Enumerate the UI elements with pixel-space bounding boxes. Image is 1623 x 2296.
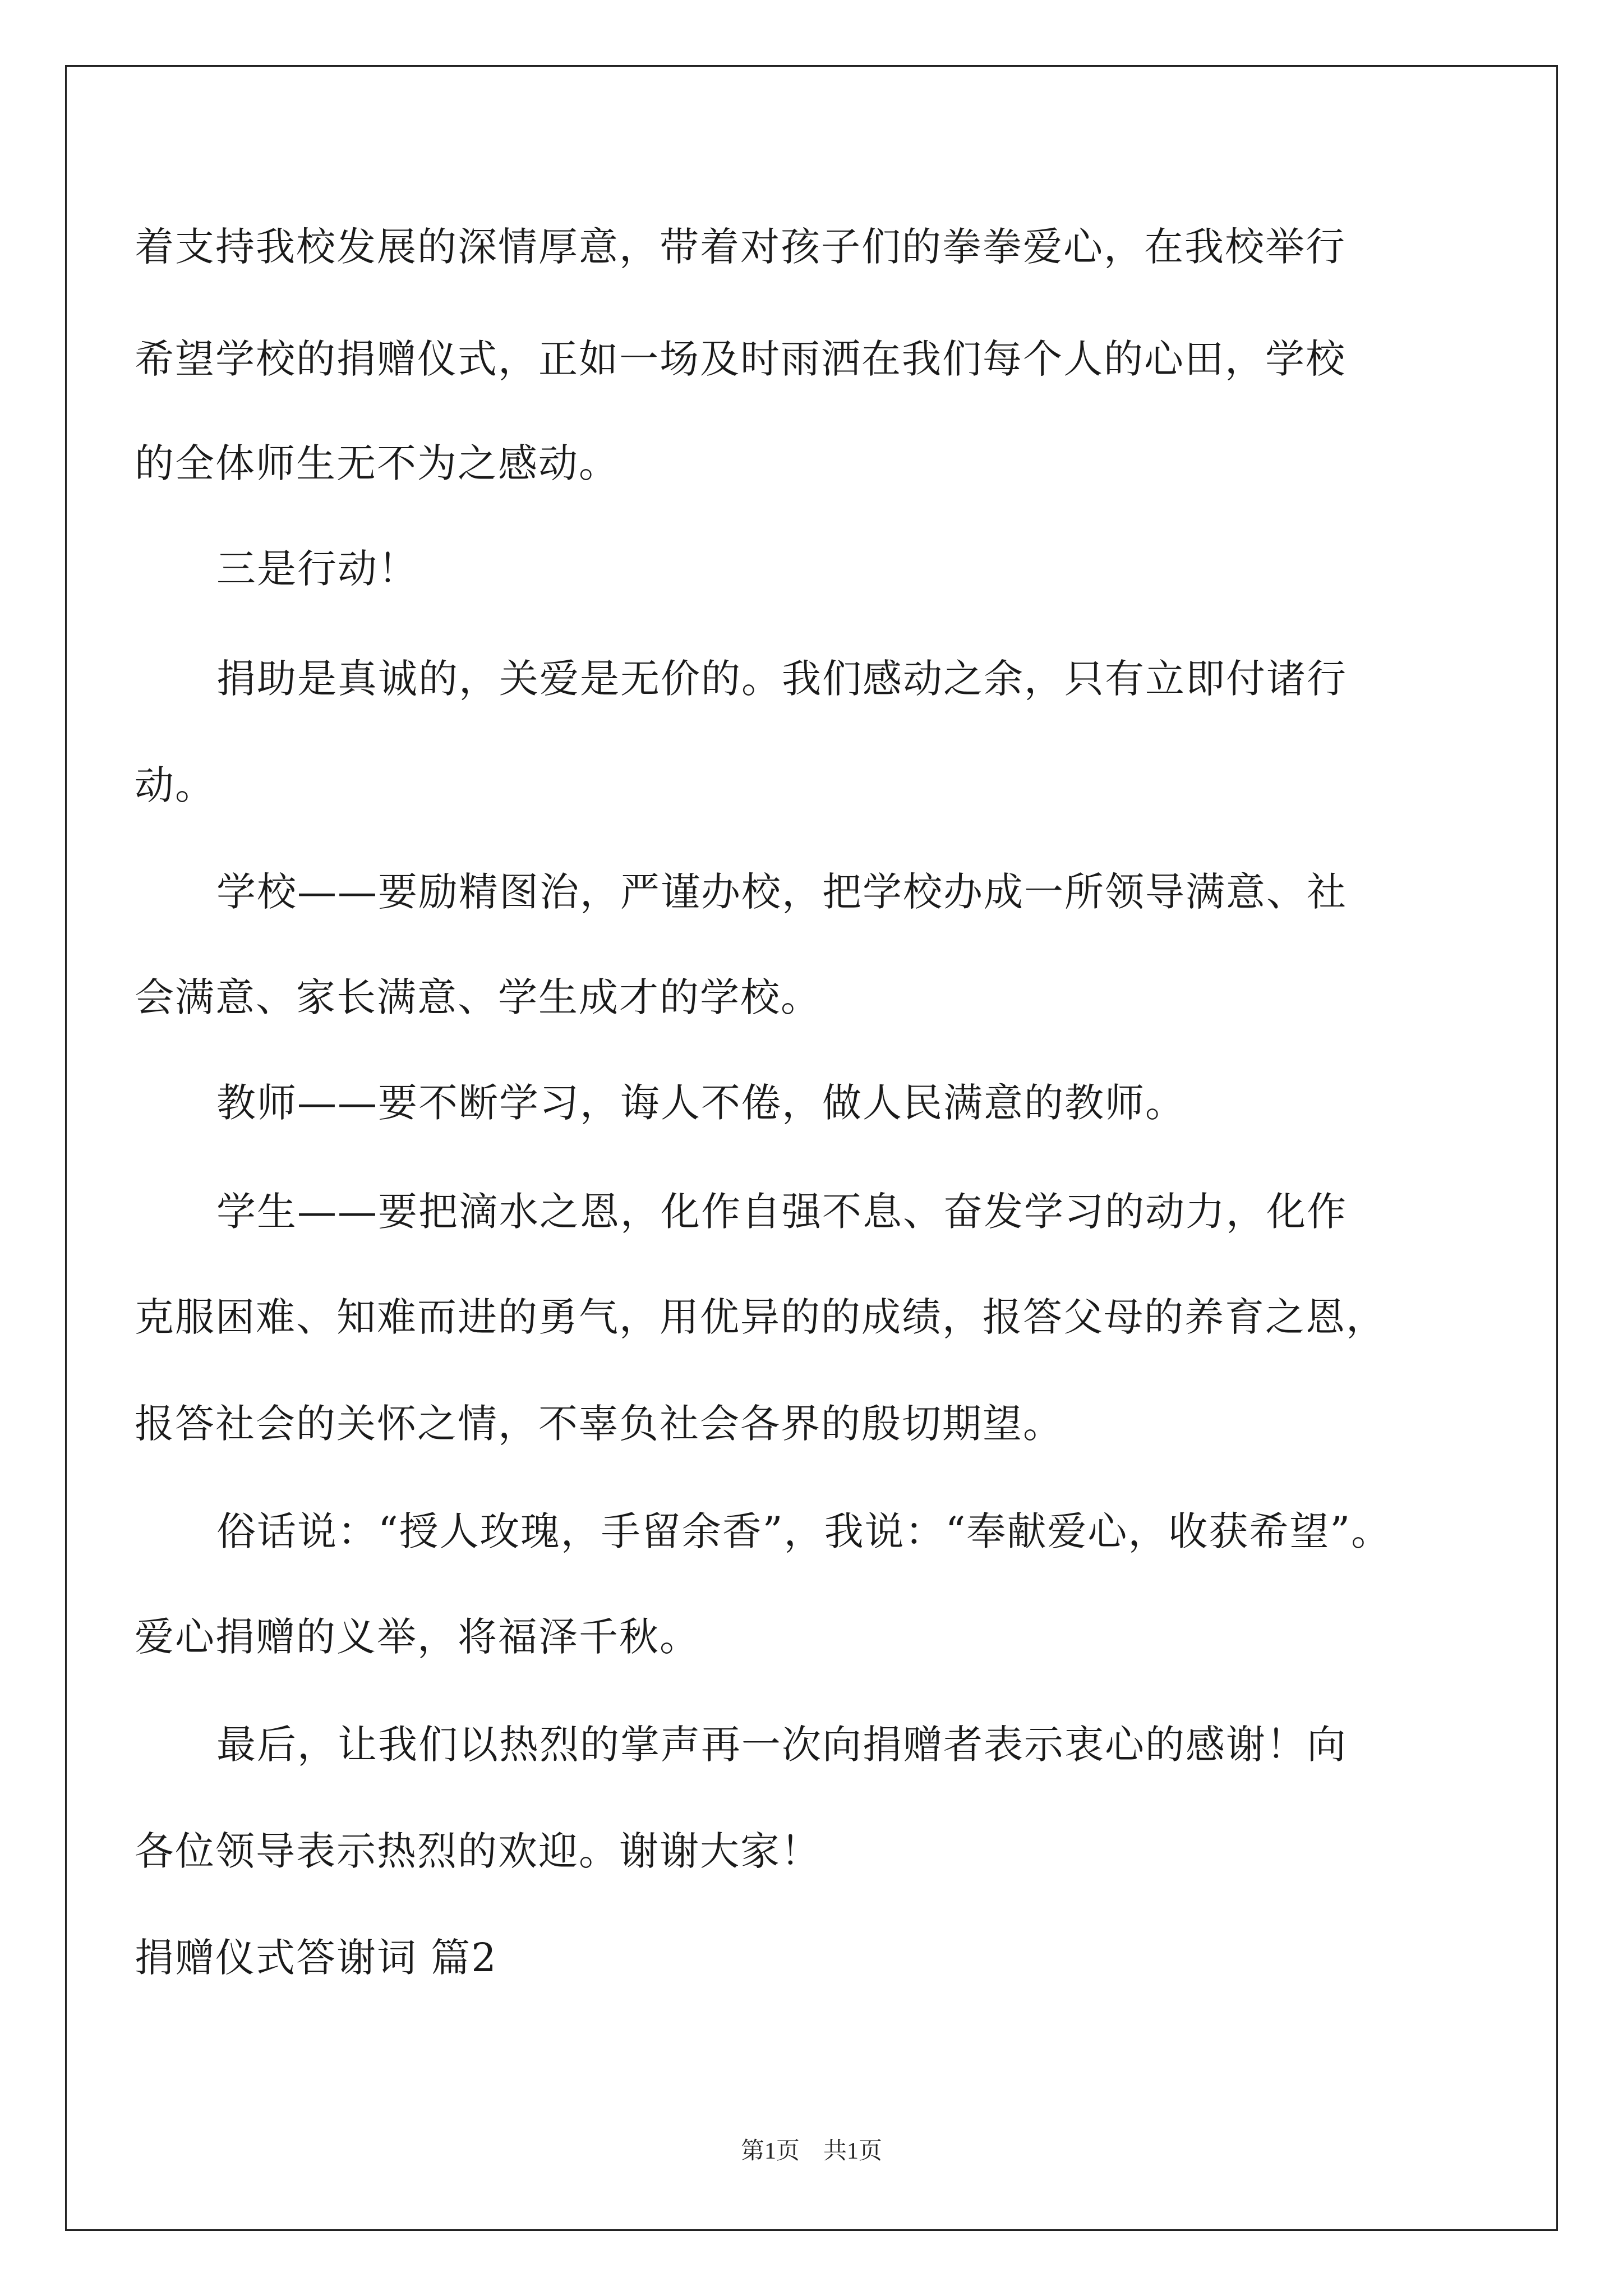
section-heading: 捐赠仪式答谢词 篇2 [135,1935,497,1981]
text-line: 的全体师生无不为之感动。 [135,440,619,486]
text-line: 希望学校的捐赠仪式，正如一场及时雨洒在我们每个人的心田，学校 [135,336,1346,382]
text-line: 爱心捐赠的义举，将福泽千秋。 [135,1614,700,1660]
text-line: 会满意、家长满意、学生成才的学校。 [135,974,821,1020]
page-number-footer: 第1页 共1页 [740,2138,882,2164]
text-line: 报答社会的关怀之情，不辜负社会各界的殷切期望。 [135,1401,1063,1447]
text-line: 动。 [135,762,215,808]
text-line: 俗话说：“授人玫瑰，手留余香”，我说：“奉献爱心，收获希望”。 [216,1508,1392,1554]
text-line: 各位领导表示热烈的欢迎。谢谢大家！ [135,1828,821,1874]
page-frame [65,65,1558,2231]
text-line: 学生——要把滴水之恩，化作自强不息、奋发学习的动力，化作 [216,1189,1347,1235]
paragraph-heading: 三是行动！ [216,546,418,592]
text-line: 克服困难、知难而进的勇气，用优异的的成绩，报答父母的养育之恩， [135,1294,1386,1340]
text-line: 最后，让我们以热烈的掌声再一次向捐赠者表示衷心的感谢！向 [216,1722,1347,1768]
text-line: 着支持我校发展的深情厚意，带着对孩子们的拳拳爱心，在我校举行 [135,224,1346,270]
text-line: 教师——要不断学习，诲人不倦，做人民满意的教师。 [216,1080,1186,1126]
text-line: 捐助是真诚的，关爱是无价的。我们感动之余，只有立即付诸行 [216,656,1347,702]
text-line: 学校——要励精图治，严谨办校，把学校办成一所领导满意、社 [216,869,1347,915]
